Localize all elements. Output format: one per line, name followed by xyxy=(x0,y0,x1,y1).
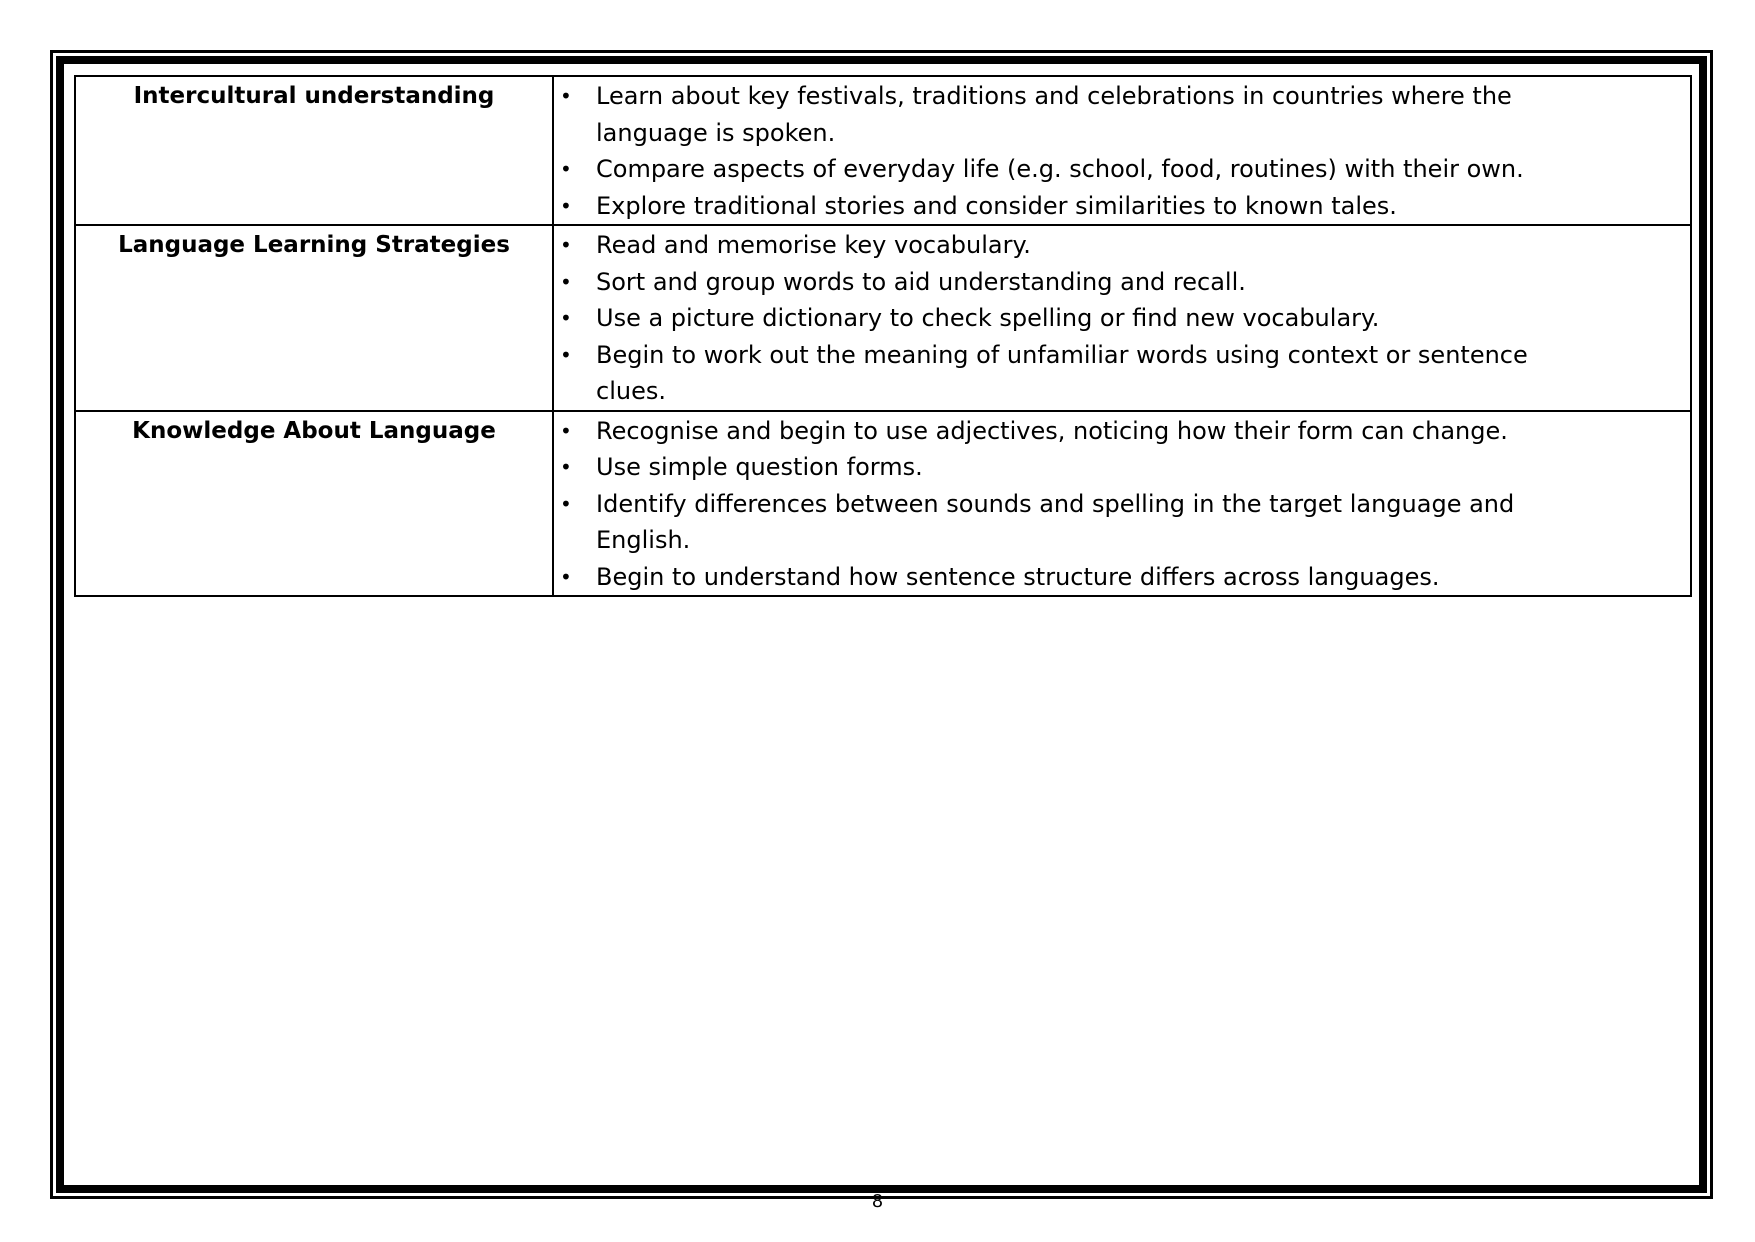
row-content xyxy=(553,225,1691,411)
row-heading: Intercultural understanding xyxy=(75,76,553,225)
bullet-icon: • xyxy=(560,157,572,181)
table-row xyxy=(75,411,1691,597)
list-item xyxy=(554,300,1690,337)
row-content xyxy=(553,411,1691,597)
bullet-icon: • xyxy=(560,233,572,257)
list-item-text: Identify differences between sounds and spelling in the target language and xyxy=(596,489,1515,518)
list-item-text: clues. xyxy=(596,377,666,405)
bullet-icon: • xyxy=(560,455,572,479)
list-item-text: Begin to understand how sentence structure differs across languages. xyxy=(596,562,1440,591)
bullet-list xyxy=(554,78,1690,224)
bullet-icon: • xyxy=(560,491,572,516)
list-item-text: Sort and group words to aid understanding and recall. xyxy=(596,267,1246,296)
bullet-list xyxy=(554,413,1690,596)
bullet-icon: • xyxy=(560,84,572,108)
list-item xyxy=(554,151,1690,188)
list-item xyxy=(554,413,1690,450)
list-item xyxy=(554,449,1690,486)
list-item-text: Recognise and begin to use adjectives, noticing how their form can change. xyxy=(596,416,1508,445)
list-item xyxy=(554,78,1690,151)
bullet-icon: • xyxy=(560,306,572,330)
list-item-text: Compare aspects of everyday life (e.g. school, food, routines) with their own. xyxy=(596,155,1524,183)
list-item-text: Explore traditional stories and consider similarities to known tales. xyxy=(596,191,1397,220)
bullet-icon: • xyxy=(560,193,572,218)
page-number: 8 xyxy=(871,1191,884,1212)
curriculum-table xyxy=(74,75,1692,597)
list-item xyxy=(554,559,1690,596)
list-item xyxy=(554,486,1690,559)
list-item-text: language is spoken. xyxy=(596,118,836,147)
list-item xyxy=(554,188,1690,225)
bullet-icon: • xyxy=(560,269,572,294)
list-item-text: Use a picture dictionary to check spelling or find new vocabulary. xyxy=(596,304,1380,332)
bullet-icon: • xyxy=(560,342,572,367)
list-item-text: Read and memorise key vocabulary. xyxy=(596,231,1031,259)
row-heading: Knowledge About Language xyxy=(75,411,553,597)
list-item-text: Learn about key festivals, traditions and celebrations in countries where the xyxy=(596,82,1512,110)
row-content xyxy=(553,76,1691,225)
list-item xyxy=(554,227,1690,264)
row-heading: Language Learning Strategies xyxy=(75,225,553,411)
table-row xyxy=(75,225,1691,411)
bullet-list xyxy=(554,227,1690,410)
list-item xyxy=(554,264,1690,301)
list-item xyxy=(554,337,1690,410)
table-row xyxy=(75,76,1691,225)
bullet-icon: • xyxy=(560,564,572,589)
list-item-text: Begin to work out the meaning of unfamiliar words using context or sentence xyxy=(596,340,1528,369)
list-item-text: Use simple question forms. xyxy=(596,453,923,481)
bullet-icon: • xyxy=(560,418,572,443)
list-item-text: English. xyxy=(596,526,691,554)
